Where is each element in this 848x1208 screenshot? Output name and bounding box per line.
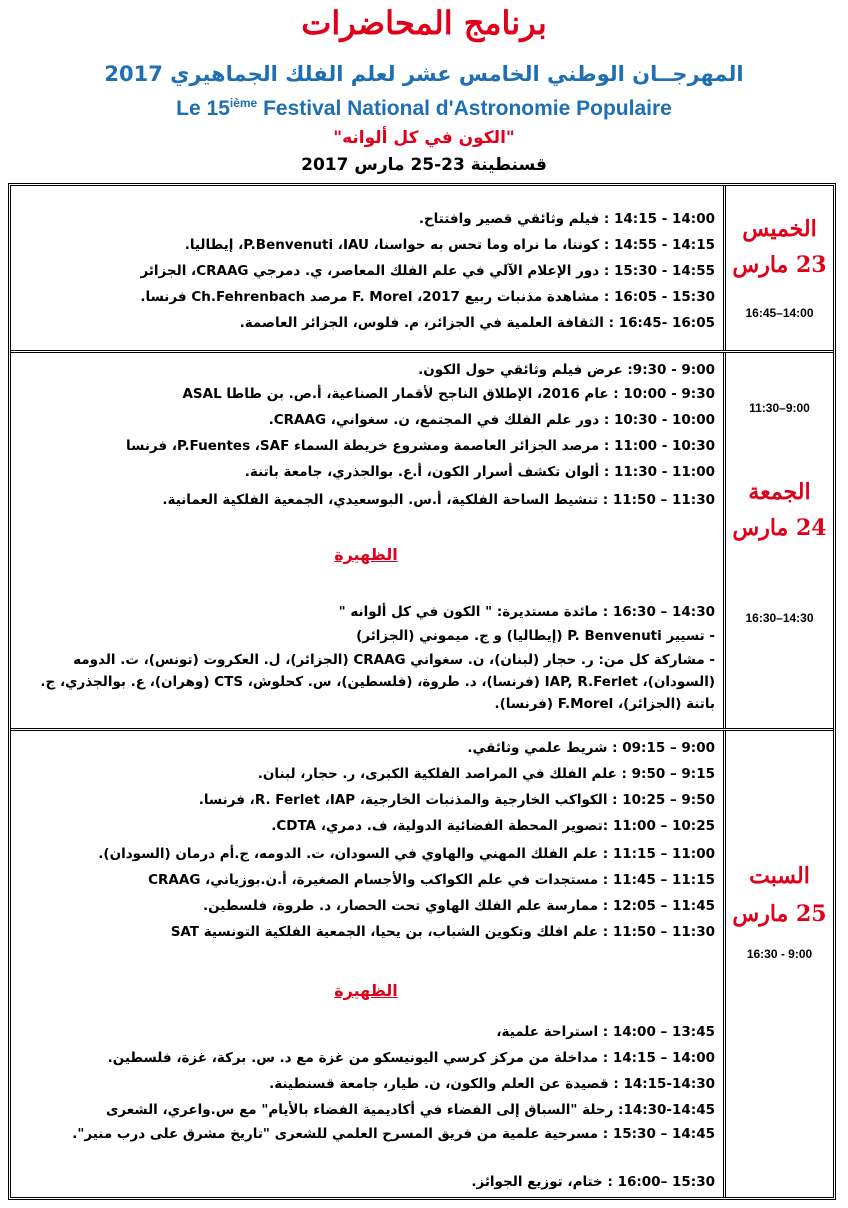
session-item: 10:25 – 11:00 :تصوير المحطة الفضائية الدولية، ف. دمري، CDTA. (271, 818, 715, 834)
day-date: 25 مارس (732, 901, 827, 927)
day-row-saturday (11, 728, 833, 1197)
session-item: 14:15 - 14:55 : كوننا، ما نراه وما تحس به حواسنا، P.Benvenuti ،IAU، إيطاليا. (184, 237, 715, 253)
session-item: - مشاركة كل من: ر. حجار (لبنان)، ن. سغواني CRAAG (الجزائر)، ل. العكروت (تونس)، ت. الدومه (السودان)، IAP, R.Ferlet (فرنسا)، د. طروة، (فلسطين)، س. كحلوش، CTS (وهران)، ع. بوالجذري، ج. باتنة (الجزائر)، F.Morel (فرنسا). (40, 652, 715, 712)
sessions-list (11, 353, 721, 728)
session-item: 15:30 - 16:05 : مشاهدة مذنبات ربيع 2017، F. Morel مرصد Ch.Fehrenbach فرنسا. (140, 289, 715, 305)
session-item: 14:15-14:30 : قصيدة عن العلم والكون، ن. طيار، جامعة قسنطينة. (269, 1076, 715, 1092)
festival-title-french: Le 15ième Festival National d'Astronomie Populaire (176, 96, 672, 120)
program-table (8, 183, 836, 1200)
page-title: برنامج المحاضرات (301, 4, 547, 42)
session-item: 11:30 – 11:50 : تنشيط الساحة الفلكية، أ.س. البوسعيدي، الجمعية الفلكية العمانية. (162, 492, 715, 508)
session-item: 16:05 -16:45 : الثقافة العلمية في الجزائر، م. فلوس، الجزائر العاصمة. (239, 315, 715, 331)
session-item: - تسيير P. Benvenuti (إيطاليا) و ج. ميموني (الجزائر) (356, 628, 715, 644)
day-row-thursday (11, 186, 833, 350)
day-cell (723, 186, 833, 350)
sessions-list (11, 731, 721, 1197)
time-slot: 16:45–14:00 (745, 306, 814, 320)
day-date: 24 مارس (732, 515, 827, 541)
session-item: 9:00 - 9:30: عرض فيلم وثائقي حول الكون. (418, 362, 715, 378)
session-item: 10:30 - 11:00 : مرصد الجزائر العاصمة ومشروع خريطة السماء P.Fuentes ،SAF، فرنسا (126, 438, 715, 454)
day-date: 23 مارس (732, 252, 827, 278)
session-item: 15:30 –16:00 : ختام، توزيع الجوائز. (471, 1174, 715, 1190)
session-item: 11:30 – 11:50 : علم افلك وتكوين الشباب، بن يحيا، الجمعية الفلكية التونسية SAT (170, 924, 715, 940)
day-name: السبت (749, 863, 810, 889)
day-cell (723, 731, 833, 1197)
session-item: 9:30 - 10:00 : عام 2016، الإطلاق الناجح لأقمار الصناعية، أ.ص. بن طاطا ASAL (182, 386, 715, 402)
session-item: 11:00 - 11:30 : ألوان تكشف أسرار الكون، أ.ع. بوالجذري، جامعة باتنة. (244, 464, 715, 480)
day-row-friday (11, 350, 833, 728)
session-item: 11:00 – 11:15 : علم الفلك المهني والهاوي في السودان، ت. الدومه، ج.أم درمان (السودان). (98, 846, 715, 862)
festival-title-arabic: المهرجــان الوطني الخامس عشر لعلم الفلك الجماهيري 2017 (104, 62, 744, 86)
session-item: 11:15 – 11:45 : مستجدات في علم الكواكب والأجسام الصغيرة، أ.ن.بوزياني، CRAAG (148, 872, 715, 888)
place-and-date: قسنطينة 23-25 مارس 2017 (301, 155, 547, 175)
session-item: 9:50 – 10:25 : الكواكب الخارجية والمذنبات الخارجية، R. Ferlet ،IAP، فرنسا. (198, 792, 715, 808)
session-item: 9:00 – 09:15 : شريط علمي وثائقي. (467, 740, 715, 756)
session-item: 14:00 - 14:15 : فيلم وثائقي قصير وافتتاح. (418, 211, 715, 227)
session-item: 14:45 – 15:30 : مسرحية علمية من فريق المسرح العلمي للشعرى "تاريخ مشرق على درب منير". (72, 1126, 715, 1142)
session-item: 9:15 – 9:50 : علم الفلك في المراصد الفلكية الكبرى، ر. حجار، لبنان. (257, 766, 715, 782)
session-item: 14:30 – 16:30 : مائدة مستديرة: " الكون في كل ألوانه " (338, 604, 715, 620)
time-slot: 11:30–9:00 (749, 401, 810, 415)
day-cell (723, 353, 833, 728)
section-heading-afternoon: الظهيرة (334, 981, 398, 1000)
session-item: 14:55 - 15:30 : دور الإعلام الآلي في علم الفلك المعاصر، ي. دمرجي CRAAG، الجزائر (140, 263, 715, 279)
festival-theme: "الكون في كل ألوانه" (333, 128, 515, 148)
session-item: 10:00 - 10:30 : دور علم الفلك في المجتمع، ن. سغواني، CRAAG. (268, 412, 715, 428)
day-name: الجمعة (748, 479, 811, 505)
session-item: 11:45 – 12:05 : ممارسة علم الفلك الهاوي تحت الحصار، د. طروة، فلسطين. (203, 898, 715, 914)
section-heading-afternoon: الظهيرة (334, 545, 398, 564)
session-item: 13:45 – 14:00 : استراحة علمية، (496, 1024, 715, 1040)
time-slot: 16:30–14:30 (745, 611, 814, 625)
day-name: الخميس (742, 216, 817, 242)
time-slot: 16:30 - 9:00 (746, 947, 813, 961)
session-item: 14:00 – 14:15 : مداخلة من مركز كرسي اليونيسكو من غزة مع د. س. بركة، غزة، فلسطين. (107, 1050, 715, 1066)
session-item: 14:30-14:45: رحلة "السباق إلى الفضاء في أكاديمية الفضاء بالأيام" مع س.واعري، الشعرى (105, 1102, 715, 1118)
sessions-list (11, 186, 721, 350)
